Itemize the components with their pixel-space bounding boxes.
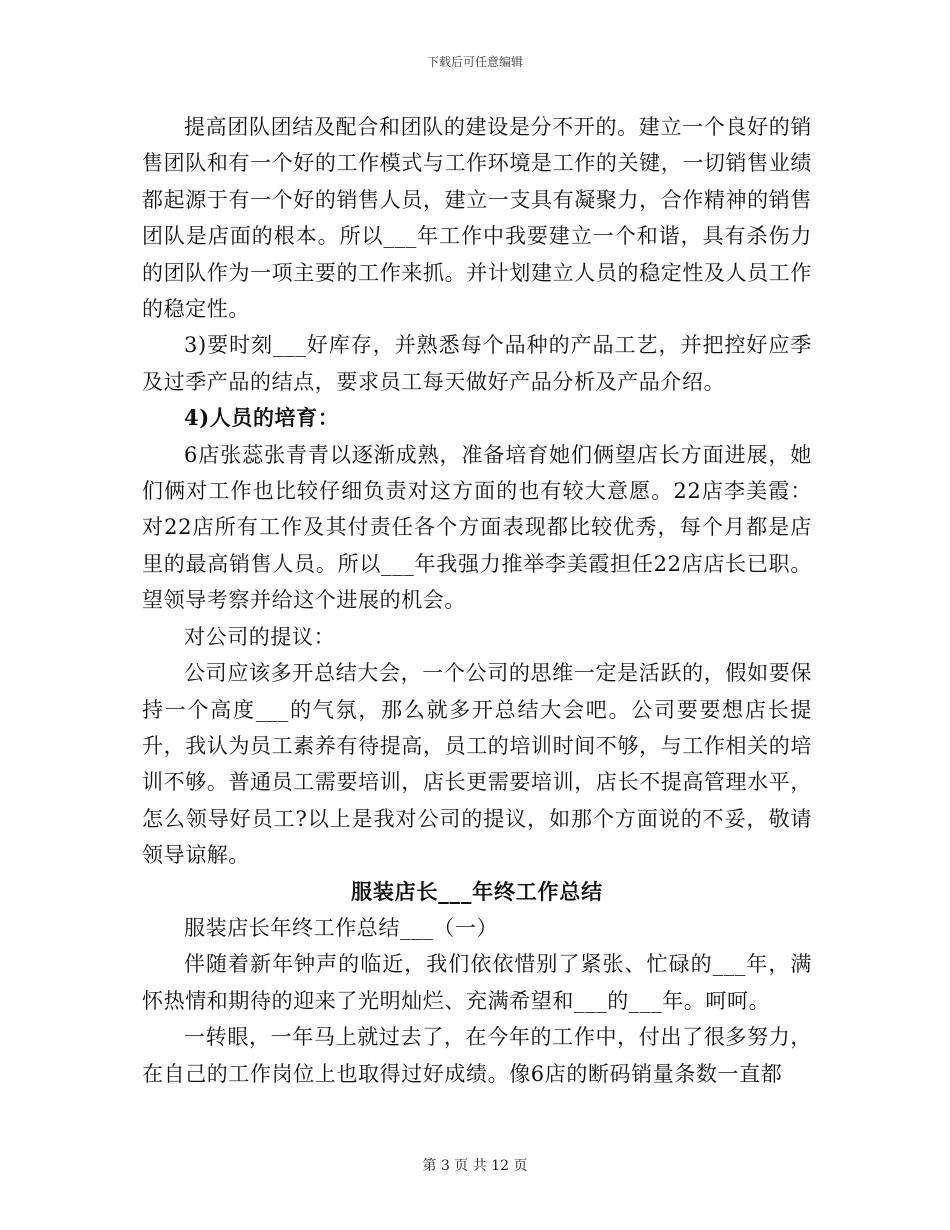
paragraph-staff-training: 6店张蕊张青青以逐渐成熟，准备培育她们俩望店长方面进展，她们俩对工作也比较仔细负责对这方面的也有较大意愿。22店李美霞：对22店所有工作及其付责任各个方面表现都比较优秀，每个月都是店里的最高销售人员。所以___年我强力推举李美霞担任22店店长已职。望领导考察并给这个进展的机会。 — [142, 442, 812, 613]
document-body — [142, 109, 812, 1092]
page-number: 第 3 页 共 12 页 — [422, 1158, 528, 1174]
page-header-note: 下载后可任意编辑 — [426, 55, 523, 69]
paragraph-inventory: 3)要时刻___好库存，并熟悉每个品种的产品工艺，并把控好应季及过季产品的结点，要求员工每天做好产品分析及产品介绍。 — [142, 333, 812, 394]
paragraph-new-year: 伴随着新年钟声的临近，我们依依惜别了紧张、忙碌的___年，满怀热情和期待的迎来了光明灿烂、充满希望和___的___年。呵呵。 — [142, 952, 812, 1013]
section-heading-staff-training: 4)人员的培育： — [184, 405, 340, 431]
paragraph-team-building: 提高团队团结及配合和团队的建设是分不开的。建立一个良好的销售团队和有一个好的工作模式与工作环境是工作的关键，一切销售业绩都起源于有一个好的销售人员，建立一支具有凝聚力，合作精神的销售团队是店面的根本。所以___年工作中我要建立一个和谐，具有杀伤力的团队作为一项主要的工作来抓。并计划建立人员的稳定性及人员工作的稳定性。 — [142, 115, 812, 322]
paragraph-year-review: 一转眼，一年马上就过去了，在今年的工作中，付出了很多努力，在自己的工作岗位上也取得过好成绩。像6店的断码销量条数一直都 — [142, 1025, 812, 1086]
section-heading-suggestions: 对公司的提议： — [184, 624, 336, 649]
document-title: 服装店长___年终工作总结 — [351, 878, 603, 904]
paragraph-suggestions: 公司应该多开总结大会，一个公司的思维一定是活跃的，假如要保持一个高度___的气氛，那么就多开总结大会吧。公司要要想店长提升，我认为员工素养有待提高，员工的培训时间不够，与工作相关的培训不够。普通员工需要培训，店长更需要培训，店长不提高管理水平，怎么领导好员工?以上是我对公司的提议，如那个方面说的不妥，敬请领导谅解。 — [142, 661, 812, 868]
subtitle-summary-one: 服装店长年终工作总结___（一） — [184, 915, 499, 940]
